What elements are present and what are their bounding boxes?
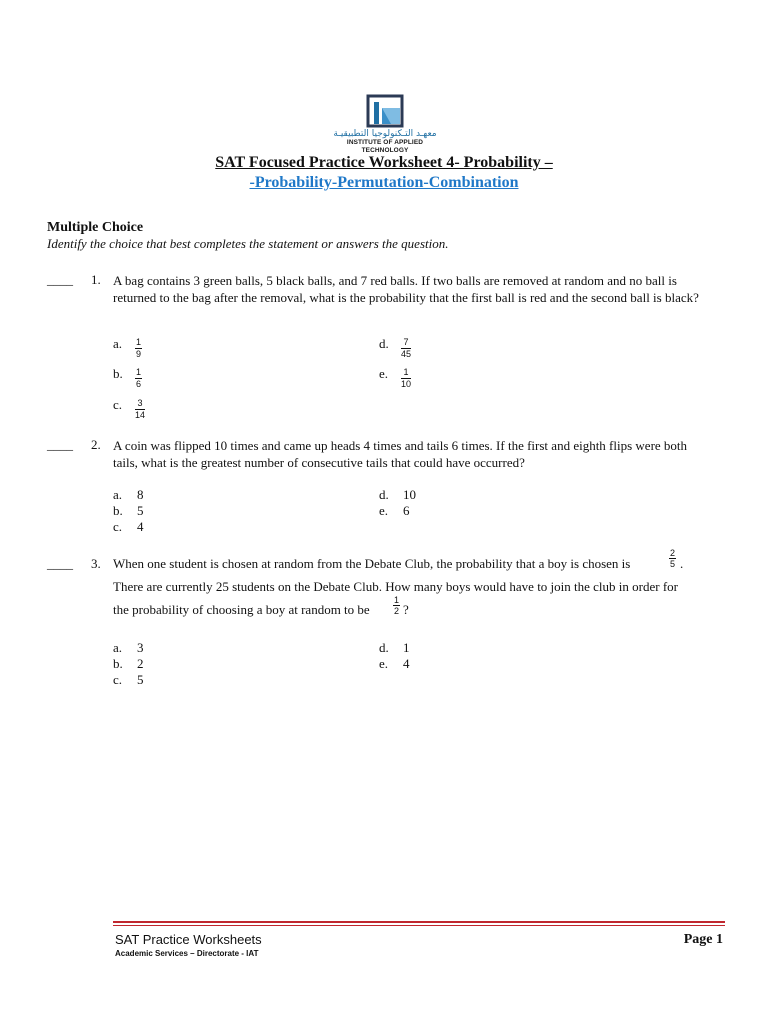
logo-english-text: INSTITUTE OF APPLIED TECHNOLOGY [346,139,424,154]
option-1a: a. $\frac{1}{9}$ [113,336,142,359]
iat-logo-icon [366,94,404,128]
fraction: $\frac{3}{14}$ [135,398,146,420]
footer-divider-thick [113,921,725,923]
question-number-3: 3. [91,556,101,571]
answer-blank-1[interactable]: ____ [47,272,73,287]
question-text-1: A bag contains 3 green balls, 5 black balls, and 7 red balls. If two balls are removed at random and no ball is returned to the bag after the removal, what is the probability that the first ball is red and the second ball is black? [113,273,699,305]
question-text-3-line1: When one student is chosen at random from the Debate Club, the probability that a boy is chosen is [113,556,631,571]
punctuation: ? [403,602,409,617]
worksheet-title: SAT Focused Practice Worksheet 4- Probability – [215,154,553,171]
question-text-2: A coin was flipped 10 times and came up heads 4 times and tails 6 times. If the first and eighth flips were both tails, what is the greatest number of consecutive tails that could have occurred? [113,438,688,470]
answer-blank-2[interactable]: ____ [47,437,73,452]
answer-blank-3[interactable]: ____ [47,556,73,571]
option-1e: e. $\frac{1}{10}$ [379,366,412,389]
footer-title: SAT Practice Worksheets [115,932,262,947]
section-heading: Multiple Choice [47,220,144,235]
logo-arabic-text: معهـد التـكنولوجيا التطبيقيـة [333,129,437,139]
question-number-2: 2. [91,437,101,452]
option-1d: d. $\frac{7}{45}$ [379,336,412,359]
question-number-1: 1. [91,272,101,287]
option-1b: b. $\frac{1}{6}$ [113,366,142,389]
section-instructions: Identify the choice that best completes the statement or answers the question. [47,236,449,251]
institute-logo [333,94,437,154]
footer-divider-thin [113,925,725,926]
fraction: $\frac{1}{10}$ [401,367,412,389]
fraction-one-half: $\frac{1}{2}$ [394,595,400,616]
fraction: $\frac{1}{9}$ [136,337,142,359]
question-text-3-line2: There are currently 25 students on the Debate Club. How many boys would have to join the club in order for [113,579,678,594]
fraction: $\frac{1}{6}$ [136,367,142,389]
page-number: Page 1 [683,932,723,947]
punctuation: . [680,556,684,571]
question-text-3-line3: the probability of choosing a boy at random to be [113,602,370,617]
fraction-two-fifths: $\frac{2}{5}$ [670,548,676,569]
footer-subtitle: Academic Services – Directorate - IAT [115,949,259,958]
worksheet-subtitle: -Probability-Permutation-Combination [249,174,519,191]
option-1c: c. $\frac{3}{14}$ [113,397,146,420]
fraction: $\frac{7}{45}$ [401,337,412,359]
